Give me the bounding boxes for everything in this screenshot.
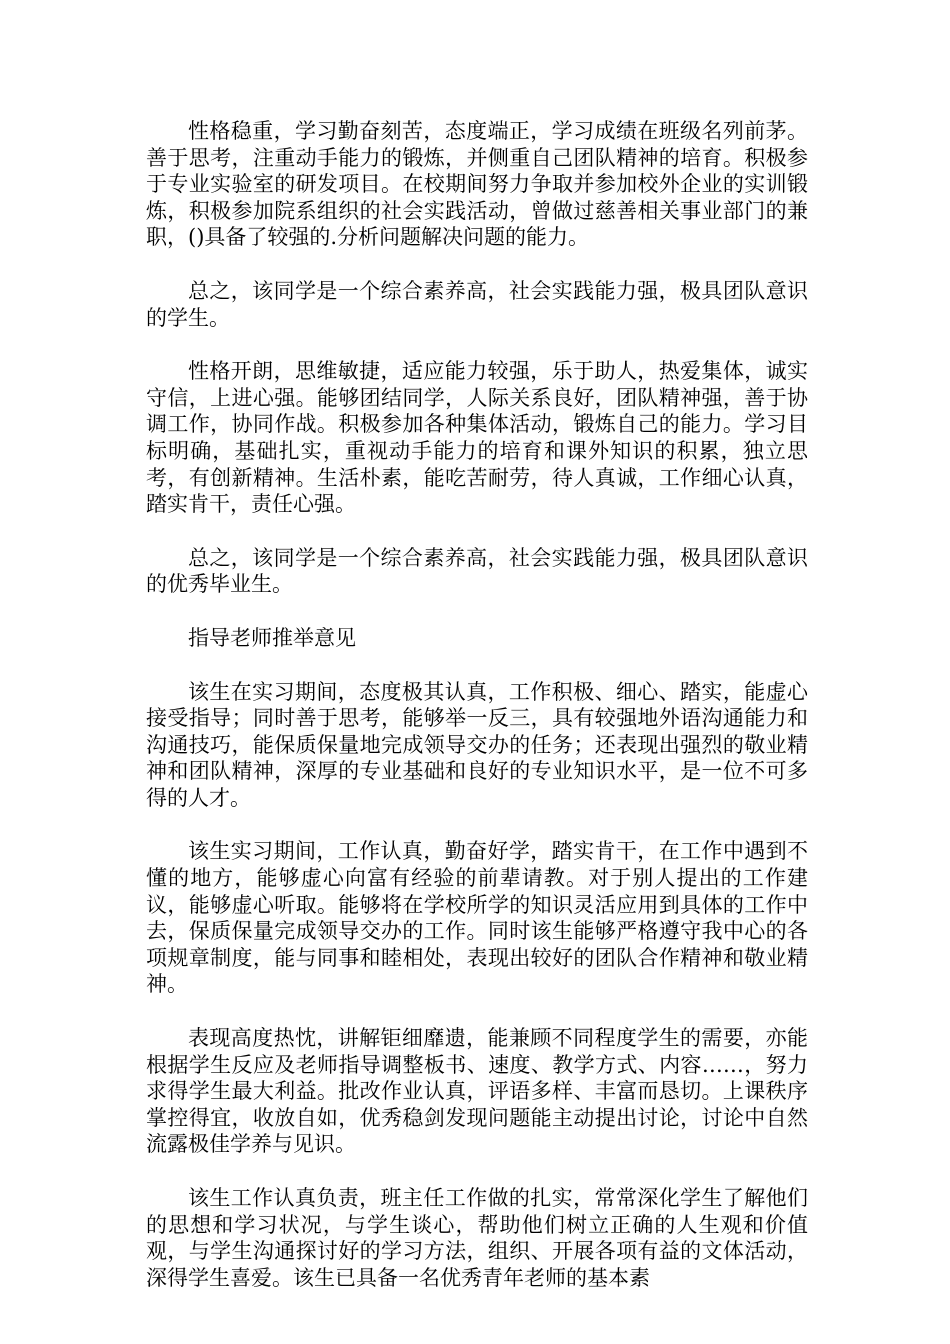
paragraph-conclusion-2: 总之，该同学是一个综合素养高，社会实践能力强，极具团队意识的优秀毕业生。 (146, 545, 808, 597)
paragraph-personality: 性格开朗，思维敏捷，适应能力较强，乐于助人，热爱集体，诚实守信，上进心强。能够团结同学，人际关系良好，团队精神强，善于协调工作，协同作战。积极参加各种集体活动，锻炼自己的能力。学习目标明确，基础扎实，重视动手能力的培育和课外知识的积累，独立思考，有创新精神。生活朴素，能吃苦耐劳，待人真诚，工作细心认真，踏实肯干，责任心强。 (146, 359, 808, 517)
section-heading-advisor-recommendation: 指导老师推举意见 (188, 625, 356, 650)
document-body (146, 118, 808, 1318)
paragraph-character-summary: 性格稳重，学习勤奋刻苦，态度端正，学习成绩在班级名列前茅。善于思考，注重动手能力的锻炼，并侧重自己团队精神的培育。积极参于专业实验室的研发项目。在校期间努力争取并参加校外企业的实训锻炼，积极参加院系组织的社会实践活动，曾做过慈善相关事业部门的兼职，()具备了较强的.分析问题解决问题的能力。 (146, 119, 808, 250)
paragraph-class-teacher-work: 该生工作认真负责，班主任工作做的扎实，常常深化学生了解他们的思想和学习状况，与学生谈心，帮助他们树立正确的人生观和价值观，与学生沟通探讨好的学习方法，组织、开展各项有益的文体活动，深得学生喜爱。该生已具备一名优秀青年老师的基本素 (146, 1186, 808, 1290)
paragraph-internship-attitude: 该生在实习期间，态度极其认真，工作积极、细心、踏实，能虚心接受指导；同时善于思考，能够举一反三，具有较强地外语沟通能力和沟通技巧，能保质保量地完成领导交办的任务；还表现出强烈的敬业精神和团队精神，深厚的专业基础和良好的专业知识水平，是一位不可多得的人才。 (146, 679, 808, 810)
paragraph-teaching-performance: 表现高度热忱，讲解钜细靡遗，能兼顾不同程度学生的需要，亦能根据学生反应及老师指导调整板书、速度、教学方式、内容……，努力求得学生最大利益。批改作业认真，评语多样、丰富而恳切。上课秩序掌控得宜，收放自如，优秀稳剑发现问题能主动提出讨论，讨论中自然流露极佳学养与见识。 (146, 1026, 808, 1157)
paragraph-internship-work: 该生实习期间，工作认真，勤奋好学，踏实肯干，在工作中遇到不懂的地方，能够虚心向富有经验的前辈请教。对于别人提出的工作建议，能够虚心听取。能够将在学校所学的知识灵活应用到具体的工作中去，保质保量完成领导交办的工作。同时该生能够严格遵守我中心的各项规章制度，能与同事和睦相处，表现出较好的团队合作精神和敬业精神。 (146, 839, 808, 997)
paragraph-conclusion-1: 总之，该同学是一个综合素养高，社会实践能力强，极具团队意识的学生。 (146, 278, 808, 330)
